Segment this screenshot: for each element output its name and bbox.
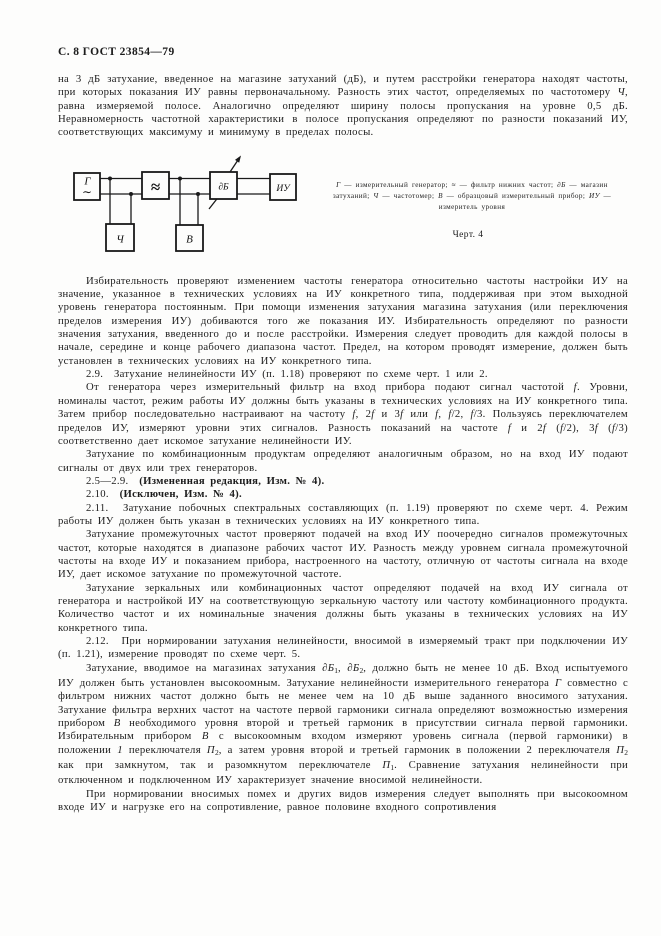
generator-block	[74, 173, 100, 200]
paragraph-normalization: При нормировании вносимых помех и других видов измерения следует выполнять при высокоомном входе ИУ и нагрузке его на сопротивление, равное половине входного сопротивления	[58, 787, 628, 814]
paragraph-intermediate: Затухание промежуточных частот проверяют подачей на вход ИУ поочередно сигналов промежуточных частот, которые находятся в диапазоне рабочих частот ИУ. Разность между уровнем сигнала промежуточной частоты на входе ИУ и показанием прибора, настроенного на частоту, отличную от частоты сигнала на входе ИУ, дает искомое затухание по промежуточной частоте.	[58, 528, 628, 581]
clause-2-11: 2.11. Затухание побочных спектральных составляющих (п. 1.19) проверяют по схеме черт. 4. Режим работы ИУ должен быть указан в технических условиях на ИУ конкретного типа.	[58, 501, 628, 527]
frequency-meter-block	[106, 224, 134, 251]
figure-legend-column	[308, 153, 628, 250]
measurement-scheme-diagram	[58, 153, 308, 266]
svg-text:Ч: Ч	[116, 233, 124, 246]
figure-caption: Черт. 4	[452, 229, 484, 240]
attenuator-block	[210, 172, 237, 199]
figure-chert-4	[58, 153, 628, 266]
paragraph-mirror: Затухание зеркальных или комбинационных частот определяют подачей на вход ИУ сигнала от генератора и настройкой ИУ на соответствующую зеркальную частоту или частоту комбинационного продукта. Количество частот и их номинальные значения должны быть указаны в технических условиях на ИУ конкретного типа.	[58, 581, 628, 634]
junction-dot	[129, 192, 133, 196]
junction-dot	[108, 176, 112, 180]
clause-2-5-2-9-note: 2.5—2.9. (Измененная редакция, Изм. № 4).	[86, 474, 325, 487]
figure-legend: Г — измерительный генератор; ≈ — фильтр нижних частот; ∂Б — магазин затуханий; Ч — частотомер; В — образцовый измерительный прибор; ИУ — измеритель уровня	[332, 180, 612, 211]
clause-2-12: 2.12. При нормировании затухания нелинейности, вносимой в измеряемый тракт при подключении ИУ (п. 1.21), измерение проводят по схеме черт. 5.	[58, 635, 628, 661]
paragraph-selectivity: Избирательность проверяют изменением частоты генератора относительно частоты настройки ИУ на значение, указанное в технических условиях на ИУ конкретного типа, поддерживая при этом выходной уровень генератора постоянным. При помощи изменения затухания магазина затухания (или переключения пределов измерения ИУ) добиваются того же показания ИУ. Избирательность определяют по разности значения затухания, введенного до и после расстройки. Измерения следует проводить для каждой полосы в начале, середине и конце рабочего диапазона частот. Предел, на котором проводят измерение, должен быть установлен в технических условиях на ИУ конкретного типа.	[58, 274, 628, 367]
junction-dot	[196, 192, 200, 196]
svg-text:В: В	[186, 233, 193, 246]
clause-2-10-note: 2.10. (Исключен, Изм. № 4).	[86, 488, 242, 501]
junction-dot	[178, 176, 182, 180]
paragraph-attenuation: Затухание, вводимое на магазинах затухания $\partial Б_1$, $\partial Б_2$, должно быть не менее 10 дБ. Вход испытуемого ИУ должен быть установлен высокоомным. Затухание нелинейности измерительного генератора Г совместно с фильтром нижних частот должно быть не менее чем на 10 дБ выше заданного вносимого затухания. Затухание фильтра верхних частот на частоте первой гармоники сигнала определяют возможностью измерения прибором В необходимого уровня второй и третьей гармоник в присутствии сигнала первой гармоники. Избирательным прибором В с высокоомным входом измеряют уровень сигнала (первой гармоники) в положении 1 переключателя $П_2$, а затем уровня второй и третьей гармоник в положении 2 переключателя $П_2$ как при замкнутом, так и разомкнутом переключателе $П_1$. Сравнение затухания нелинейности при отключенном и подключенном ИУ характеризует значение вносимой нелинейности.	[58, 661, 629, 787]
clause-2-9: 2.9. Затухание нелинейности ИУ (п. 1.18) проверяют по схеме черт. 1 или 2.	[86, 368, 488, 381]
paragraph-continuation: на 3 дБ затухание, введенное на магазине затуханий (дБ), и путем расстройки генератора находят частоты, при которых показания ИУ равны первоначальному. Разность этих частот, определяемых по частотомеру Ч, равна измеряемой полосе. Аналогично определяют ширину полосы пропускания на уровне 0,5 дБ. Неравномерность частотной характеристики в полосе пропускания определяют по разности показаний ИУ, соответствующих максимуму и минимуму в пределах полосы.	[58, 73, 628, 139]
paragraph-nonlinearity: От генератора через измерительный фильтр на вход прибора подают сигнал частотой f. Уровни, номиналы частот, режим работы ИУ должны быть указаны в технических условиях на ИУ конкретного типа. Затем прибор последовательно настраивают на частоту f, 2f и 3f или f, f/2, f/3. Пользуясь переключателем пределов ИУ, измеряют уровни этих сигналов. Разность показаний на частоте f и 2f (f/2), 3f (f/3) соответственно дает искомое затухание нелинейности ИУ.	[58, 381, 628, 447]
page-header: С. 8 ГОСТ 23854—79	[58, 46, 175, 58]
lowpass-filter-block	[142, 172, 169, 199]
level-meter-block	[270, 174, 296, 200]
svg-text:∼: ∼	[81, 184, 93, 199]
svg-text:≈: ≈	[150, 177, 161, 197]
paragraph-combination: Затухание по комбинационным продуктам определяют аналогичным образом, но на вход ИУ подают сигналы от двух или трех генераторов.	[58, 448, 628, 474]
reference-meter-block	[176, 225, 203, 251]
svg-text:∂Б: ∂Б	[218, 182, 229, 193]
svg-text:ИУ: ИУ	[276, 183, 290, 194]
svg-text:Г: Г	[84, 175, 91, 188]
block-diagram	[58, 153, 308, 271]
